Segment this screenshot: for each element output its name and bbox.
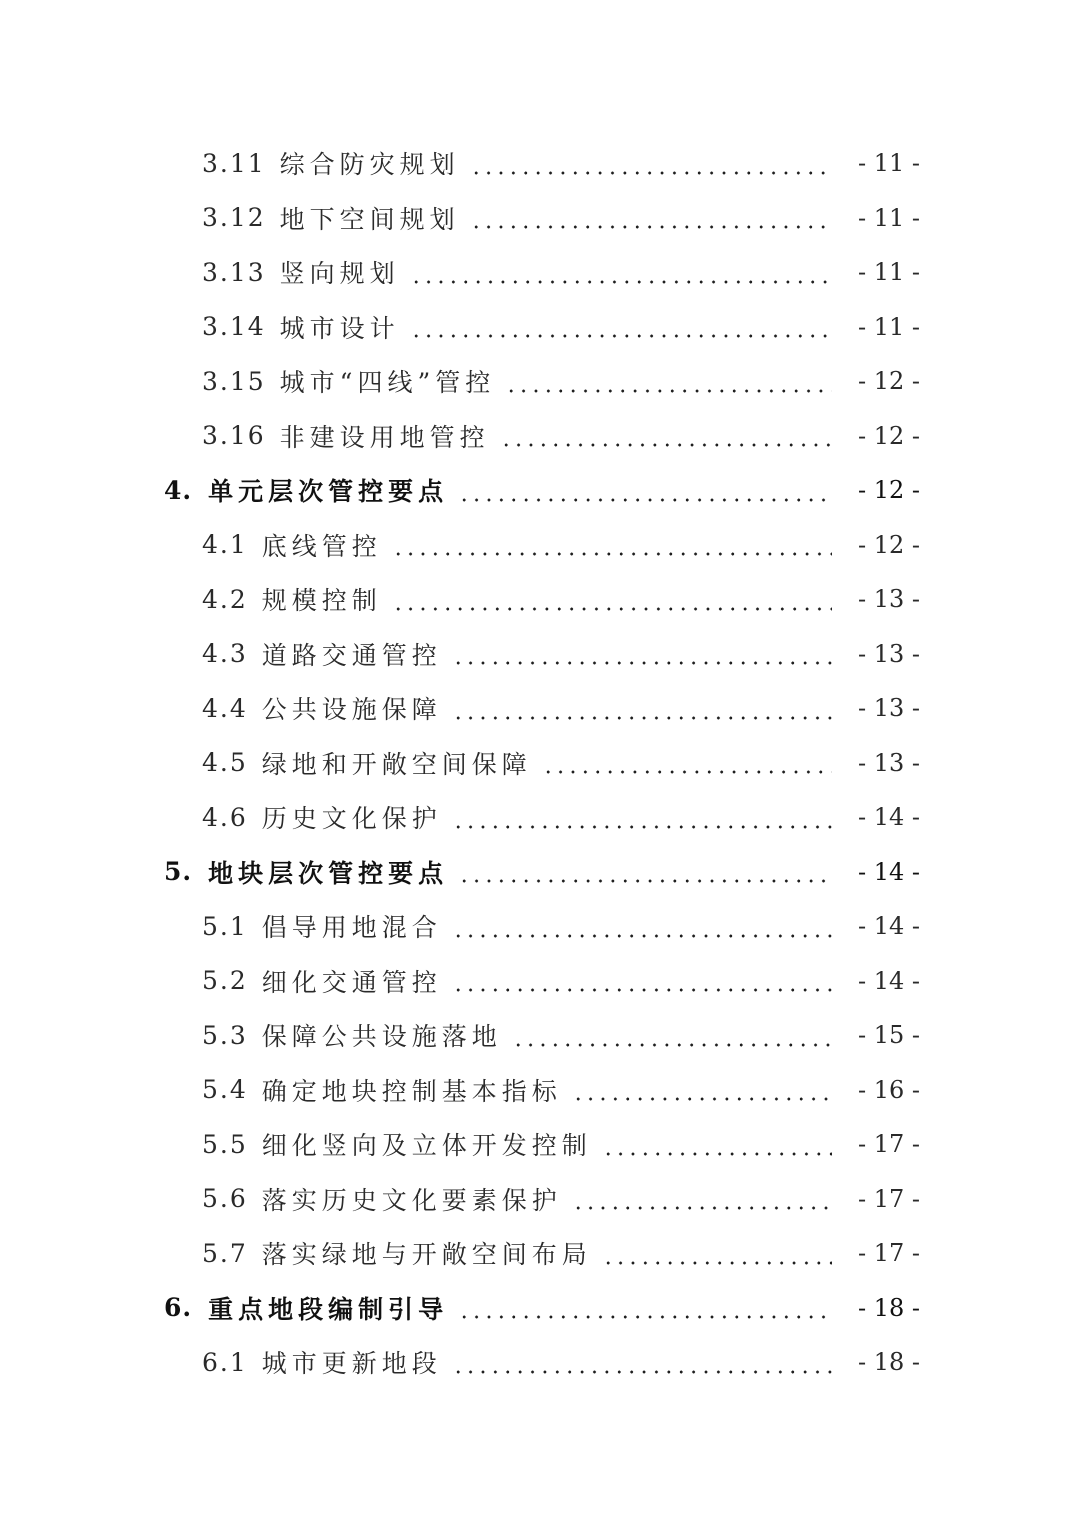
dot-leader	[458, 498, 832, 502]
dot-leader	[392, 607, 832, 611]
toc-entry[interactable]	[160, 790, 920, 845]
toc-entry-page: - 13 -	[857, 585, 920, 614]
dot-leader	[602, 1152, 832, 1156]
toc-entry-page: - 13 -	[857, 748, 920, 777]
toc-entry-page: - 18 -	[857, 1348, 920, 1377]
toc-entry-title: 落实绿地与开敞空间布局	[261, 1240, 592, 1270]
toc-entry[interactable]	[160, 1063, 920, 1118]
toc-entry[interactable]	[160, 1281, 920, 1336]
dot-leader	[470, 171, 832, 175]
toc-entry-page: - 11 -	[857, 149, 920, 178]
toc-entry-title: 规模控制	[261, 586, 382, 616]
toc-entry-title: 细化竖向及立体开发控制	[261, 1131, 592, 1161]
toc-entry-page: - 18 -	[857, 1293, 920, 1322]
toc-entry[interactable]	[160, 627, 920, 682]
toc-entry-number: 3.16	[202, 421, 266, 451]
toc-entry-number: 3.15	[202, 366, 266, 396]
toc-entry-number: 3.11	[202, 148, 266, 178]
toc-entry-number: 5.5	[202, 1129, 248, 1159]
toc-entry-title: 地下空间规划	[279, 204, 460, 234]
toc-entry[interactable]	[160, 954, 920, 1009]
toc-entry-number: 4.2	[202, 584, 248, 614]
toc-entry-title: 单元层次管控要点	[208, 477, 449, 507]
dot-leader	[452, 934, 832, 938]
toc-entry-title: 道路交通管控	[261, 640, 442, 670]
dot-leader	[452, 825, 832, 829]
toc-entry-title: 地块层次管控要点	[208, 858, 449, 888]
toc-entry[interactable]	[160, 1117, 920, 1172]
toc-entry-page: - 14 -	[857, 912, 920, 941]
toc-entry-number: 5.	[164, 857, 193, 887]
toc-entry-number: 4.1	[202, 530, 248, 560]
toc-entry-number: 5.7	[202, 1238, 248, 1268]
dot-leader	[542, 770, 832, 774]
toc-entry-page: - 11 -	[857, 312, 920, 341]
dot-leader	[470, 225, 832, 229]
toc-entry-page: - 12 -	[857, 530, 920, 559]
toc-entry[interactable]	[160, 245, 920, 300]
dot-leader	[458, 879, 832, 883]
toc-entry[interactable]	[160, 681, 920, 736]
dot-leader	[602, 1261, 832, 1265]
toc-entry[interactable]	[160, 736, 920, 791]
toc-entry-page: - 14 -	[857, 966, 920, 995]
toc-entry-number: 4.5	[202, 748, 248, 778]
toc-entry-page: - 11 -	[857, 258, 920, 287]
toc-entry[interactable]	[160, 1335, 920, 1390]
toc-entry-page: - 17 -	[857, 1239, 920, 1268]
toc-entry-title: 非建设用地管控	[279, 422, 490, 452]
toc-entry-number: 4.4	[202, 693, 248, 723]
dot-leader	[572, 1097, 832, 1101]
toc-entry-number: 6.	[164, 1293, 193, 1323]
toc-entry[interactable]	[160, 1226, 920, 1281]
dot-leader	[452, 716, 832, 720]
toc-entry-page: - 12 -	[857, 367, 920, 396]
toc-entry[interactable]	[160, 572, 920, 627]
toc-entry[interactable]	[160, 354, 920, 409]
toc-entry-title: 落实历史文化要素保护	[261, 1185, 562, 1215]
toc-entry-title: 倡导用地混合	[261, 913, 442, 943]
toc-entry-page: - 16 -	[857, 1075, 920, 1104]
toc-entry-title: 城市设计	[279, 313, 400, 343]
toc-entry-page: - 14 -	[857, 857, 920, 886]
toc-entry-page: - 13 -	[857, 639, 920, 668]
toc-entry-page: - 13 -	[857, 694, 920, 723]
toc-entry-number: 4.6	[202, 802, 248, 832]
toc-entry-title: 保障公共设施落地	[261, 1022, 502, 1052]
toc-entry-title: 城市“四线”管控	[279, 368, 496, 398]
toc-entry-number: 5.2	[202, 966, 248, 996]
toc-entry[interactable]	[160, 409, 920, 464]
toc-entry-number: 6.1	[202, 1347, 248, 1377]
dot-leader	[505, 389, 832, 393]
toc-entry-title: 城市更新地段	[261, 1349, 442, 1379]
toc-entry[interactable]	[160, 899, 920, 954]
toc-entry-title: 竖向规划	[279, 259, 400, 289]
toc-entry[interactable]	[160, 1008, 920, 1063]
toc-entry[interactable]	[160, 300, 920, 355]
dot-leader	[452, 661, 832, 665]
toc-entry-page: - 17 -	[857, 1130, 920, 1159]
dot-leader	[512, 1043, 832, 1047]
dot-leader	[500, 443, 832, 447]
toc-entry-title: 底线管控	[261, 531, 382, 561]
toc-entry-title: 细化交通管控	[261, 967, 442, 997]
dot-leader	[572, 1206, 832, 1210]
toc-entry-title: 历史文化保护	[261, 804, 442, 834]
toc-entry[interactable]	[160, 1172, 920, 1227]
toc-entry-number: 3.12	[202, 203, 266, 233]
toc-entry[interactable]	[160, 518, 920, 573]
dot-leader	[452, 1370, 832, 1374]
toc-entry-number: 3.13	[202, 257, 266, 287]
toc-entry[interactable]	[160, 136, 920, 191]
toc-entry-page: - 15 -	[857, 1021, 920, 1050]
toc-entry-page: - 12 -	[857, 421, 920, 450]
toc-entry-number: 3.14	[202, 312, 266, 342]
toc-entry-title: 重点地段编制引导	[208, 1294, 449, 1324]
dot-leader	[392, 552, 832, 556]
toc-entry-number: 5.1	[202, 911, 248, 941]
toc-entry-title: 综合防灾规划	[279, 150, 460, 180]
toc-entry[interactable]	[160, 191, 920, 246]
toc-entry-number: 5.6	[202, 1184, 248, 1214]
toc-entry-number: 4.	[164, 475, 193, 505]
toc-entry-title: 公共设施保障	[261, 695, 442, 725]
toc-entry-number: 5.3	[202, 1020, 248, 1050]
dot-leader	[458, 1315, 832, 1319]
toc-entry-page: - 11 -	[857, 203, 920, 232]
toc-entry-page: - 14 -	[857, 803, 920, 832]
dot-leader	[452, 988, 832, 992]
toc-entry-title: 确定地块控制基本指标	[261, 1076, 562, 1106]
toc-entry-number: 5.4	[202, 1075, 248, 1105]
dot-leader	[410, 334, 832, 338]
table-of-contents	[160, 136, 920, 1390]
toc-entry[interactable]	[160, 463, 920, 518]
toc-entry-title: 绿地和开敞空间保障	[261, 749, 532, 779]
dot-leader	[410, 280, 832, 284]
toc-entry-number: 4.3	[202, 639, 248, 669]
toc-entry-page: - 17 -	[857, 1184, 920, 1213]
toc-entry[interactable]	[160, 845, 920, 900]
toc-entry-page: - 12 -	[857, 476, 920, 505]
